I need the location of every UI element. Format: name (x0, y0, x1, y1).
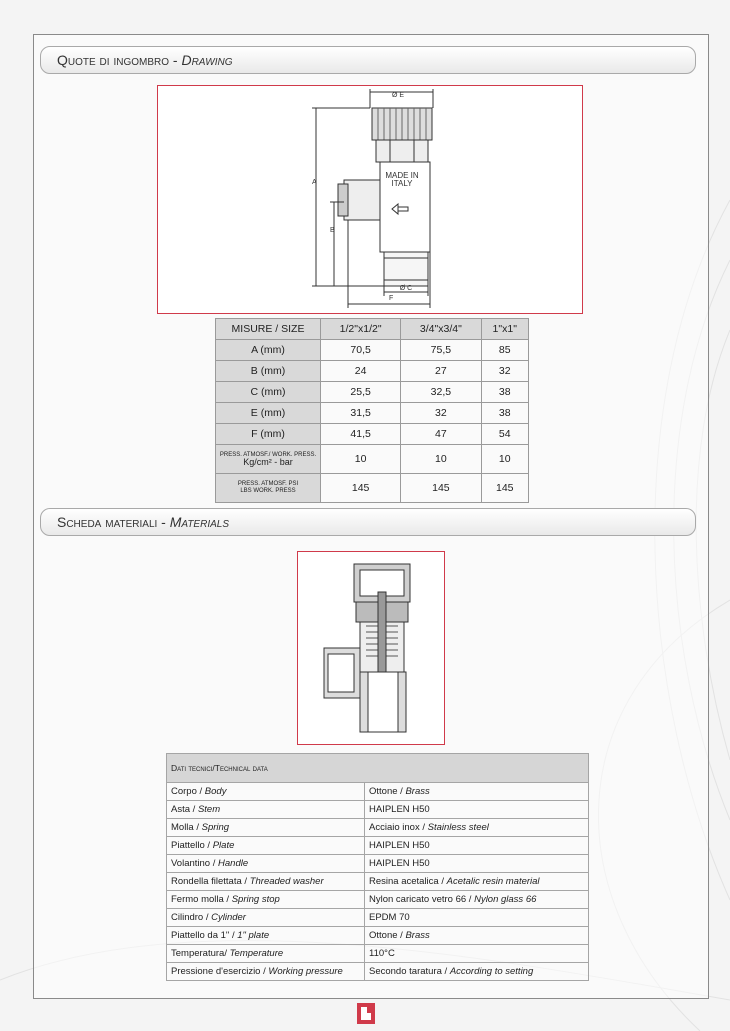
table-cell: 32 (481, 361, 529, 382)
section-title: Quote di ingombro - (57, 52, 182, 68)
part-cell: Corpo / Body (167, 783, 365, 801)
table-row (216, 382, 529, 403)
part-cell: Cilindro / Cylinder (167, 909, 365, 927)
table-cell: 145 (401, 474, 481, 503)
dim-label-c: Ø C (399, 285, 413, 292)
table-cell: 10 (481, 445, 529, 474)
table-row (167, 927, 589, 945)
part-cell: Temperatura/ Temperature (167, 945, 365, 963)
dim-label-e: Ø E (391, 92, 405, 99)
dimension-drawing (157, 85, 583, 314)
row-label: A (mm) (216, 340, 321, 361)
table-cell: 47 (401, 424, 481, 445)
table-cell: 27 (401, 361, 481, 382)
sizes-table (215, 318, 529, 503)
material-cell: HAIPLEN H50 (365, 855, 589, 873)
table-row (167, 819, 589, 837)
row-label (216, 445, 321, 474)
section-title: Scheda materiali - (57, 514, 170, 530)
table-cell: 10 (401, 445, 481, 474)
sizes-header-row (216, 319, 529, 340)
brand-logo-icon (357, 1003, 375, 1024)
table-cell: 24 (321, 361, 401, 382)
section-header-drawing (40, 46, 696, 74)
dim-label-b: B (330, 227, 335, 234)
header-cell: MISURE / SIZE (216, 319, 321, 340)
section-header-materials (40, 508, 696, 536)
section-title-en: Materials (169, 514, 230, 530)
table-row (216, 445, 529, 474)
table-row (216, 424, 529, 445)
cross-section-svg (298, 552, 444, 744)
row-label (216, 474, 321, 503)
valve-drawing-svg (158, 86, 582, 313)
material-cell: HAIPLEN H50 (365, 837, 589, 855)
part-cell: Molla / Spring (167, 819, 365, 837)
part-cell: Piattello da 1" / 1" plate (167, 927, 365, 945)
press-psi-label-2: LBS WORK. PRESS (240, 488, 296, 494)
header-cell: 1"x1" (481, 319, 529, 340)
row-label: F (mm) (216, 424, 321, 445)
header-cell: 1/2"x1/2" (321, 319, 401, 340)
table-row (167, 783, 589, 801)
table-cell: 25,5 (321, 382, 401, 403)
table-cell: 32,5 (401, 382, 481, 403)
table-row (167, 855, 589, 873)
section-title-en: Drawing (181, 52, 233, 68)
tech-title: Dati tecnici/Technical data (167, 754, 589, 783)
table-cell: 75,5 (401, 340, 481, 361)
press-psi-label: PRESS. ATMOSF. PSI (237, 481, 299, 487)
table-row (167, 909, 589, 927)
table-cell: 145 (321, 474, 401, 503)
part-cell: Pressione d'esercizio / Working pressure (167, 963, 365, 981)
table-row (167, 891, 589, 909)
dim-label-f: F (389, 295, 394, 302)
part-cell: Fermo molla / Spring stop (167, 891, 365, 909)
material-cell: Secondo taratura / According to setting (365, 963, 589, 981)
material-cell: Ottone / Brass (365, 927, 589, 945)
table-cell: 38 (481, 403, 529, 424)
dim-label-a: A (312, 179, 317, 186)
table-cell: 10 (321, 445, 401, 474)
table-cell: 32 (401, 403, 481, 424)
table-row (167, 873, 589, 891)
press-kg-label: PRESS. ATMOSF./ WORK. PRESS. (219, 452, 317, 458)
table-row (167, 945, 589, 963)
part-cell: Asta / Stem (167, 801, 365, 819)
table-cell: 38 (481, 382, 529, 403)
table-cell: 70,5 (321, 340, 401, 361)
table-cell: 145 (481, 474, 529, 503)
material-cell: Resina acetalica / Acetalic resin material (365, 873, 589, 891)
header-cell: 3/4"x3/4" (401, 319, 481, 340)
part-cell: Volantino / Handle (167, 855, 365, 873)
part-cell: Piattello / Plate (167, 837, 365, 855)
table-row (167, 963, 589, 981)
material-cell: Nylon caricato vetro 66 / Nylon glass 66 (365, 891, 589, 909)
table-row (216, 361, 529, 382)
press-kg-unit: Kg/cm² - bar (243, 457, 293, 467)
table-cell: 85 (481, 340, 529, 361)
table-row (216, 474, 529, 503)
row-label: B (mm) (216, 361, 321, 382)
material-cell: 110°C (365, 945, 589, 963)
row-label: C (mm) (216, 382, 321, 403)
part-cell: Rondella filettata / Threaded washer (167, 873, 365, 891)
made-in-label-1: MADE IN (385, 171, 419, 180)
table-cell: 31,5 (321, 403, 401, 424)
table-row (167, 837, 589, 855)
material-cell: HAIPLEN H50 (365, 801, 589, 819)
table-row (167, 801, 589, 819)
row-label: E (mm) (216, 403, 321, 424)
cross-section-drawing (297, 551, 445, 745)
table-cell: 54 (481, 424, 529, 445)
material-cell: Acciaio inox / Stainless steel (365, 819, 589, 837)
material-cell: EPDM 70 (365, 909, 589, 927)
made-in-label-2: ITALY (391, 179, 413, 188)
table-cell: 41,5 (321, 424, 401, 445)
table-row (216, 403, 529, 424)
technical-data-table (166, 753, 589, 981)
table-row (216, 340, 529, 361)
tech-title-row (167, 754, 589, 783)
material-cell: Ottone / Brass (365, 783, 589, 801)
